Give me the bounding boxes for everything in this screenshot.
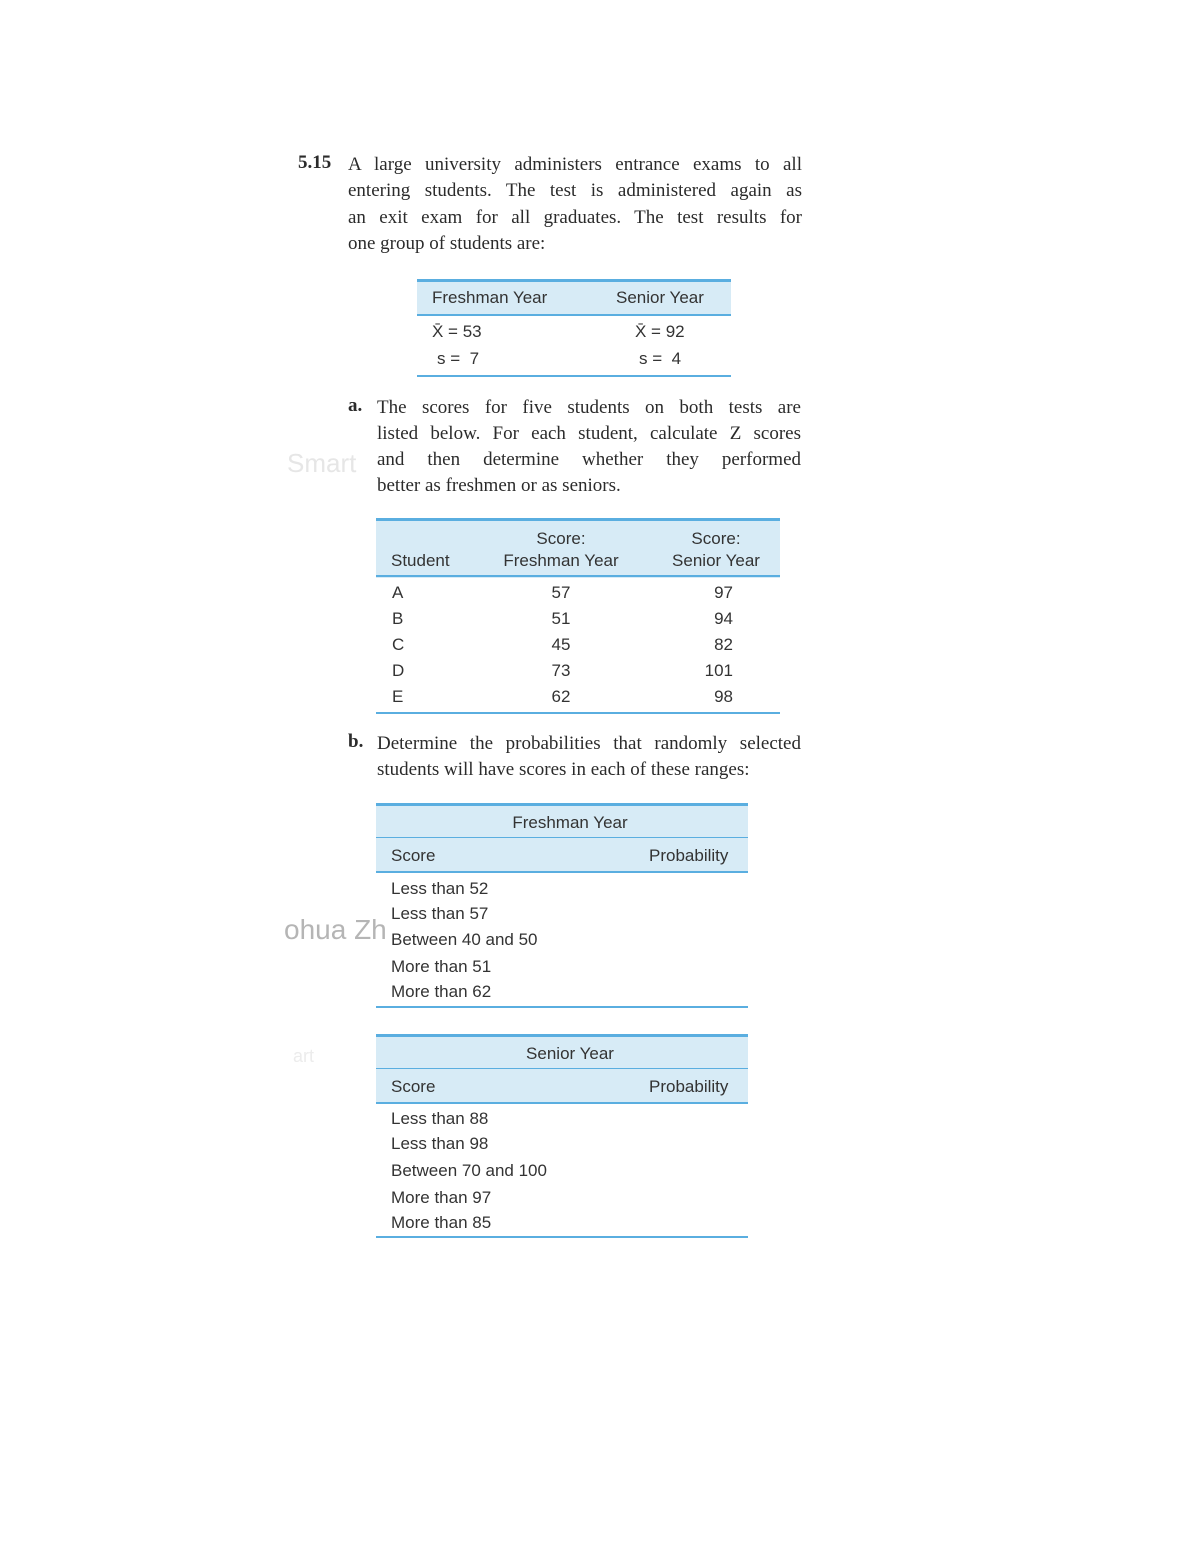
intro-line: entering students. The test is administered again as: [348, 180, 802, 202]
summary-table: [417, 279, 731, 377]
scores-bottom-rule: [376, 712, 780, 714]
table-row-senior: 94: [714, 609, 733, 628]
table-row-student: E: [392, 687, 404, 706]
part-b-line: Determine the probabilities that randomly selected: [377, 733, 801, 754]
intro-line: one group of students are:: [348, 232, 546, 254]
watermark-smart: Smart: [287, 448, 357, 478]
summary-header-senior: Senior Year: [616, 288, 704, 307]
table-row-senior: 101: [704, 661, 733, 680]
intro-line: A large university administers entrance exams to all: [348, 154, 802, 175]
freshman-sd: s = 7: [437, 349, 480, 368]
senior-header-rule: [376, 1102, 748, 1104]
senior-mean: X̄ = 92: [635, 322, 685, 341]
list-item: Less than 98: [391, 1134, 489, 1153]
part-a-text: [377, 395, 801, 499]
part-b-line: students will have scores in each of these ranges:: [377, 759, 750, 780]
table-row-student: A: [392, 583, 404, 602]
table-row-freshman: 57: [551, 583, 571, 602]
senior-title-rule: [376, 1068, 748, 1069]
freshman-mean: X̄ = 53: [432, 322, 482, 341]
freshman-bottom-rule: [376, 1006, 748, 1008]
scores-header-rule: [376, 575, 780, 577]
freshman-col-probability: Probability: [649, 846, 729, 865]
table-row-senior: 97: [714, 583, 733, 602]
table-row-student: C: [392, 635, 405, 654]
watermark-art: art: [293, 1046, 315, 1066]
part-a-line: The scores for five students on both tests are: [377, 397, 801, 418]
senior-col-score: Score: [391, 1077, 436, 1096]
scores-table: [376, 518, 780, 716]
part-b-text: [377, 731, 801, 783]
table-row-student: B: [392, 609, 404, 628]
summary-header-freshman: Freshman Year: [432, 288, 548, 307]
watermark-name: ohua Zh: [284, 914, 387, 945]
freshman-probability-table: [376, 803, 748, 1009]
problem-intro: [348, 152, 802, 257]
header-freshman-line2: Freshman Year: [503, 551, 619, 570]
list-item: Less than 57: [391, 904, 489, 923]
table-row-senior: 98: [714, 687, 733, 706]
freshman-header-rule: [376, 871, 748, 873]
problem-number: 5.15: [298, 152, 332, 173]
summary-bottom-rule: [417, 375, 731, 377]
intro-line: an exit exam for all graduates. The test results for: [348, 206, 802, 228]
senior-table-title: Senior Year: [526, 1044, 614, 1063]
header-freshman-line1: Score:: [536, 529, 586, 548]
list-item: More than 97: [391, 1188, 492, 1207]
summary-header-rule: [417, 314, 731, 316]
senior-col-probability: Probability: [649, 1077, 729, 1096]
senior-sd: s = 4: [639, 349, 682, 368]
header-senior-line2: Senior Year: [672, 551, 760, 570]
freshman-table-title: Freshman Year: [512, 813, 628, 832]
part-a-line: and then determine whether they performed: [377, 449, 801, 470]
part-a-line: listed below. For each student, calculate Z scores: [377, 423, 801, 444]
senior-bottom-rule: [376, 1236, 748, 1238]
table-row-student: D: [392, 661, 405, 680]
list-item: Less than 88: [391, 1109, 489, 1128]
header-student: Student: [391, 551, 450, 570]
list-item: More than 85: [391, 1213, 492, 1232]
table-row-freshman: 62: [551, 687, 571, 706]
header-senior-line1: Score:: [691, 529, 741, 548]
list-item: Less than 52: [391, 879, 489, 898]
freshman-col-score: Score: [391, 846, 436, 865]
freshman-title-rule: [376, 837, 748, 838]
list-item: More than 62: [391, 982, 492, 1001]
senior-probability-table: [376, 1034, 748, 1240]
table-row-freshman: 51: [551, 609, 571, 628]
list-item: Between 40 and 50: [391, 930, 538, 949]
part-a-line: better as freshmen or as seniors.: [377, 475, 621, 496]
table-row-freshman: 73: [551, 661, 571, 680]
part-a-label: a.: [348, 395, 363, 416]
table-row-senior: 82: [714, 635, 733, 654]
list-item: Between 70 and 100: [391, 1161, 547, 1180]
table-row-freshman: 45: [551, 635, 571, 654]
list-item: More than 51: [391, 957, 492, 976]
part-b-label: b.: [348, 731, 364, 752]
